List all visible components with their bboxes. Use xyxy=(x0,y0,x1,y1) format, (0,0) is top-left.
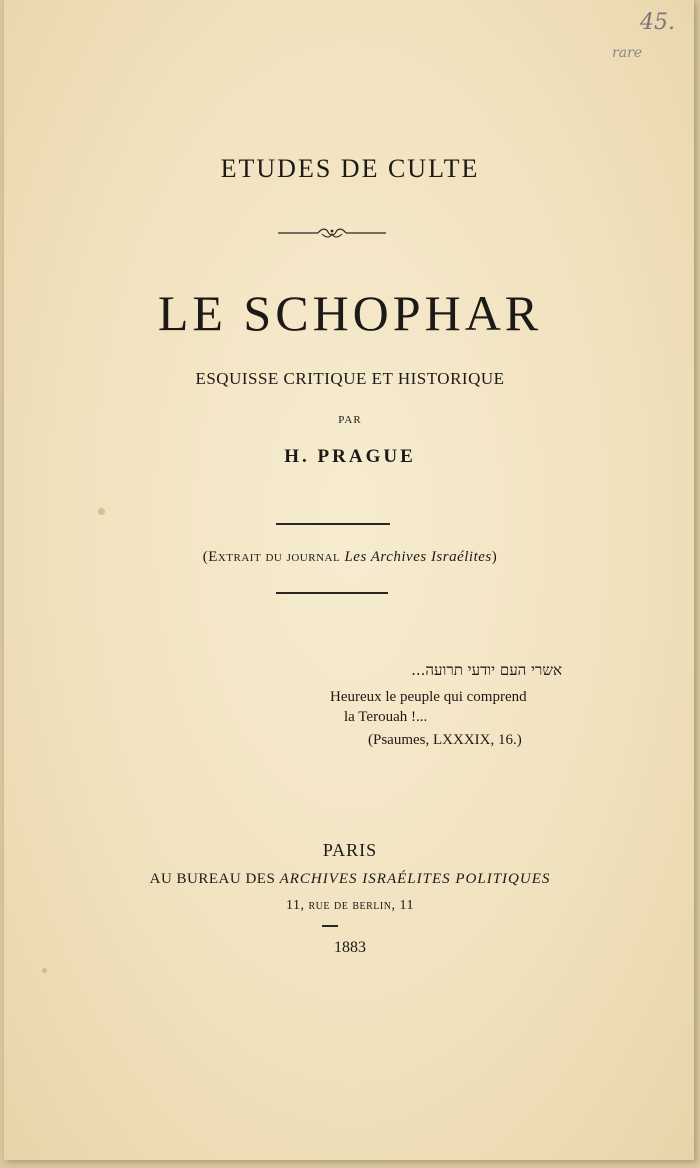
divider-rule xyxy=(276,523,390,525)
epigraph-line-1: Heureux le peuple qui comprend xyxy=(330,689,527,705)
address-street: rue de berlin, xyxy=(308,898,396,913)
imprint-address xyxy=(0,898,700,914)
main-title: LE SCHOPHAR xyxy=(157,285,543,341)
ornament-divider-icon xyxy=(278,226,386,240)
handwritten-number: 45. xyxy=(640,10,675,35)
by-label: PAR xyxy=(338,414,362,426)
extract-close: ) xyxy=(491,549,498,565)
address-number-2: 11 xyxy=(399,898,414,913)
epigraph-line-2: la Terouah !... xyxy=(344,709,428,725)
imprint-city: PARIS xyxy=(322,840,378,860)
extract-open: ( xyxy=(202,549,209,565)
divider-rule xyxy=(276,592,388,594)
extract-note xyxy=(0,549,700,566)
series-title: ETUDES DE CULTE xyxy=(220,154,480,183)
paper-stain xyxy=(42,968,47,973)
subtitle: ESQUISSE CRITIQUE ET HISTORIQUE xyxy=(195,369,505,388)
short-dash xyxy=(322,925,338,927)
extract-prefix: Extrait du journal xyxy=(208,549,341,565)
paper-stain xyxy=(98,508,105,515)
author-name: H. PRAGUE xyxy=(284,446,416,467)
handwritten-note: rare xyxy=(612,45,643,61)
epigraph-citation: (Psaumes, LXXXIX, 16.) xyxy=(368,732,522,748)
publisher-prefix: AU BUREAU DES xyxy=(149,871,276,887)
address-number: 11, xyxy=(286,898,305,913)
imprint-year: 1883 xyxy=(334,939,366,956)
imprint-publisher xyxy=(0,871,700,888)
journal-name: Les Archives Israélites xyxy=(344,549,492,565)
epigraph-hebrew: אשרי העם יודעי תרועה... xyxy=(411,661,562,679)
publisher-name: ARCHIVES ISRAÉLITES POLITIQUES xyxy=(279,871,551,887)
